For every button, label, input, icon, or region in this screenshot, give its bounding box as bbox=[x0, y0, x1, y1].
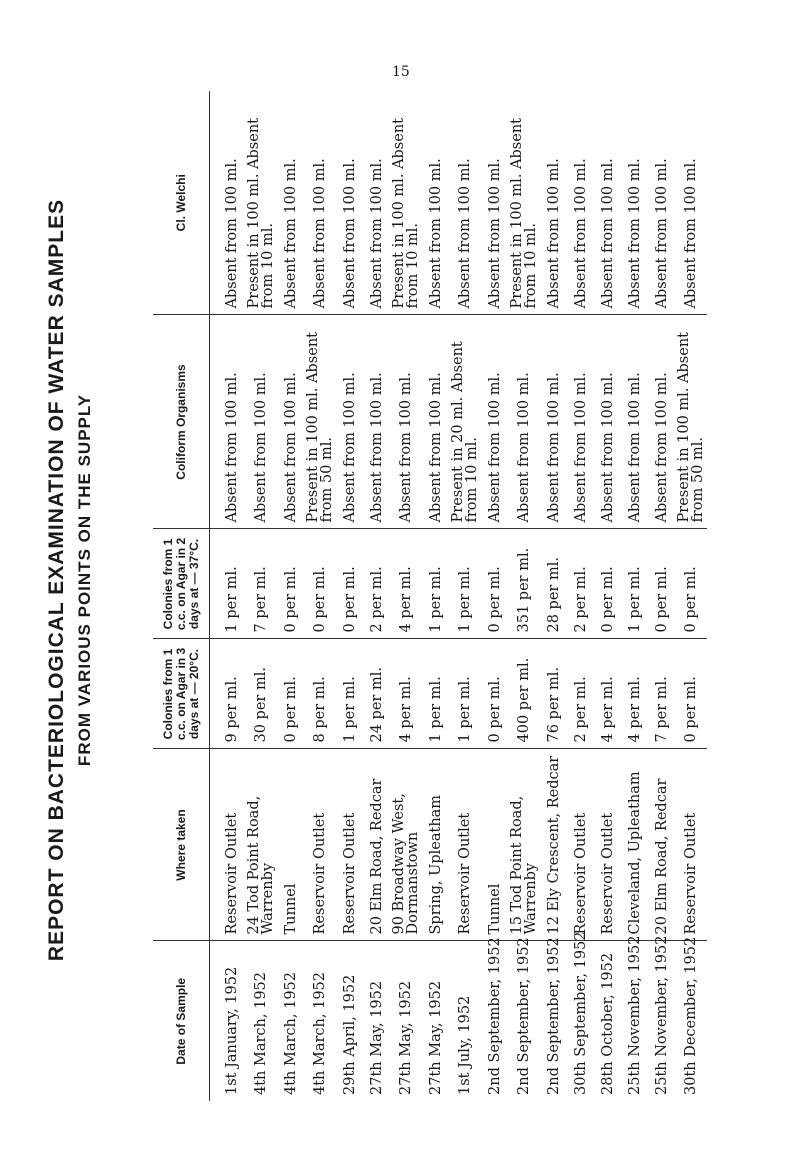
table-row bbox=[390, 91, 422, 1101]
cell-colonies-37c: 0 per ml. bbox=[594, 529, 621, 639]
cell-coliform: Absent from 100 ml. bbox=[277, 315, 304, 529]
cell-coliform: Absent from 100 ml. bbox=[567, 315, 594, 529]
cell-colonies-20c: 4 per ml. bbox=[594, 639, 621, 749]
cell-coliform: Absent from 100 ml. bbox=[481, 315, 508, 529]
cell-colonies-37c: 351 per ml. bbox=[508, 529, 540, 639]
cell-where: Spring, Upleatham bbox=[422, 749, 449, 941]
cell-welchi: Absent from 100 ml. bbox=[218, 91, 245, 315]
cell-colonies-20c: 0 per ml. bbox=[481, 639, 508, 749]
table-row bbox=[422, 91, 449, 1101]
cell-colonies-20c: 30 per ml. bbox=[245, 639, 277, 749]
cell-colonies-20c: 9 per ml. bbox=[218, 639, 245, 749]
cell-where: Tunnel bbox=[481, 749, 508, 941]
cell-colonies-37c: 0 per ml. bbox=[336, 529, 363, 639]
cell-colonies-37c: 0 per ml. bbox=[675, 529, 707, 639]
cell-where: Reservoir Outlet bbox=[675, 749, 707, 941]
cell-date: 4th March, 1952 bbox=[312, 971, 328, 1095]
cell-where: Reservoir Outlet bbox=[218, 749, 245, 941]
cell-colonies-20c: 4 per ml. bbox=[621, 639, 648, 749]
cell-welchi: Absent from 100 ml. bbox=[336, 91, 363, 315]
cell-where: Cleveland, Upleatham bbox=[621, 749, 648, 941]
cell-colonies-37c: 0 per ml. bbox=[304, 529, 336, 639]
cell-colonies-20c: 0 per ml. bbox=[675, 639, 707, 749]
cell-colonies-20c: 400 per ml. bbox=[508, 639, 540, 749]
cell-welchi: Absent from 100 ml. bbox=[481, 91, 508, 315]
cell-colonies-37c: 1 per ml. bbox=[621, 529, 648, 639]
cell-coliform: Absent from 100 ml. bbox=[621, 315, 648, 529]
cell-colonies-20c: 7 per ml. bbox=[648, 639, 675, 749]
cell-colonies-20c: 1 per ml. bbox=[336, 639, 363, 749]
cell-date: 29th April, 1952 bbox=[341, 974, 358, 1095]
cell-date: 25th November, 1952 bbox=[626, 935, 643, 1095]
cell-colonies-20c: 1 per ml. bbox=[422, 639, 449, 749]
cell-where: Reservoir Outlet bbox=[567, 749, 594, 941]
cell-colonies-37c: 0 per ml. bbox=[648, 529, 675, 639]
cell-where: 90 Broadway West, Dormanstown bbox=[390, 749, 422, 941]
cell-where: 24 Tod Point Road, Warrenby bbox=[245, 749, 277, 941]
cell-welchi: Absent from 100 ml. bbox=[449, 91, 481, 315]
cell-date: 27th May, 1952 bbox=[368, 980, 385, 1095]
cell-colonies-20c: 8 per ml. bbox=[304, 639, 336, 749]
table-row bbox=[304, 91, 336, 1101]
table-row bbox=[449, 91, 481, 1101]
table-row bbox=[277, 91, 304, 1101]
cell-colonies-37c: 2 per ml. bbox=[363, 529, 390, 639]
cell-coliform: Absent from 100 ml. bbox=[594, 315, 621, 529]
cell-colonies-20c: 4 per ml. bbox=[390, 639, 422, 749]
results-table-container bbox=[153, 91, 743, 1101]
cell-date: 2nd September, 1952 bbox=[516, 937, 532, 1095]
table-row bbox=[508, 91, 540, 1101]
cell-coliform: Absent from 100 ml. bbox=[540, 315, 567, 529]
cell-colonies-20c: 1 per ml. bbox=[449, 639, 481, 749]
cell-date: 1st January, 1952 bbox=[223, 966, 240, 1095]
cell-welchi: Absent from 100 ml. bbox=[594, 91, 621, 315]
report-title bbox=[42, 80, 122, 1080]
table-row bbox=[245, 91, 277, 1101]
table-row bbox=[218, 91, 245, 1101]
cell-colonies-20c: 76 per ml. bbox=[540, 639, 567, 749]
cell-where: 12 Ely Crescent, Redcar bbox=[540, 749, 567, 941]
header-coliform: Coliform Organisms bbox=[153, 315, 210, 529]
cell-date: 25th November, 1952 bbox=[653, 935, 670, 1095]
cell-coliform: Absent from 100 ml. bbox=[218, 315, 245, 529]
cell-where: 20 Elm Road, Redcar bbox=[648, 749, 675, 941]
table-row bbox=[481, 91, 508, 1101]
cell-welchi: Absent from 100 ml. bbox=[648, 91, 675, 315]
cell-welchi: Absent from 100 ml. bbox=[363, 91, 390, 315]
cell-coliform: Absent from 100 ml. bbox=[508, 315, 540, 529]
table-body bbox=[210, 91, 708, 1101]
header-date: Date of Sample bbox=[153, 941, 210, 1101]
cell-colonies-37c: 2 per ml. bbox=[567, 529, 594, 639]
cell-colonies-37c: 1 per ml. bbox=[422, 529, 449, 639]
cell-welchi: Absent from 100 ml. bbox=[621, 91, 648, 315]
cell-colonies-37c: 28 per ml. bbox=[540, 529, 567, 639]
cell-welchi: Absent from 100 ml. bbox=[277, 91, 304, 315]
cell-where: Reservoir Outlet bbox=[449, 749, 481, 941]
title-line-2: FROM VARIOUS POINTS ON THE SUPPLY bbox=[75, 393, 94, 767]
cell-colonies-20c: 0 per ml. bbox=[277, 639, 304, 749]
cell-coliform: Present in 100 ml. Absent from 50 ml. bbox=[675, 315, 707, 529]
table-row bbox=[567, 91, 594, 1101]
cell-welchi: Present in 100 ml. Absent from 10 ml. bbox=[390, 91, 422, 315]
cell-where: Reservoir Outlet bbox=[336, 749, 363, 941]
cell-date: 28th October, 1952 bbox=[599, 952, 616, 1095]
header-row bbox=[153, 91, 210, 1101]
cell-date: 27th May, 1952 bbox=[427, 980, 444, 1095]
cell-welchi: Absent from 100 ml. bbox=[567, 91, 594, 315]
cell-where: Reservoir Outlet bbox=[304, 749, 336, 941]
cell-welchi: Absent from 100 ml. bbox=[304, 91, 336, 315]
cell-coliform: Present in 20 ml. Absent from 10 ml. bbox=[449, 315, 481, 529]
cell-where: Reservoir Outlet bbox=[594, 749, 621, 941]
cell-welchi: Present in 100 ml. Absent from 10 ml. bbox=[245, 91, 277, 315]
cell-colonies-37c: 7 per ml. bbox=[245, 529, 277, 639]
cell-welchi: Present in 100 ml. Absent from 10 ml. bbox=[508, 91, 540, 315]
cell-welchi: Absent from 100 ml. bbox=[540, 91, 567, 315]
table-row bbox=[540, 91, 567, 1101]
cell-colonies-20c: 2 per ml. bbox=[567, 639, 594, 749]
cell-where: Tunnel bbox=[277, 749, 304, 941]
header-colonies-20c: Colonies from 1 c.c. on Agar in 3 days at — 20°C. bbox=[153, 639, 210, 749]
cell-coliform: Absent from 100 ml. bbox=[245, 315, 277, 529]
cell-welchi: Absent from 100 ml. bbox=[675, 91, 707, 315]
cell-date: 1st July, 1952 bbox=[457, 995, 473, 1095]
table-row bbox=[336, 91, 363, 1101]
cell-coliform: Absent from 100 ml. bbox=[336, 315, 363, 529]
cell-colonies-20c: 24 per ml. bbox=[363, 639, 390, 749]
cell-date: 30th September, 1952 bbox=[572, 931, 589, 1095]
table-row bbox=[675, 91, 707, 1101]
results-table bbox=[153, 91, 707, 1101]
cell-where: 20 Elm Road, Redcar bbox=[363, 749, 390, 941]
cell-where: 15 Tod Point Road, Warrenby bbox=[508, 749, 540, 941]
cell-coliform: Absent from 100 ml. bbox=[390, 315, 422, 529]
table-row bbox=[363, 91, 390, 1101]
table-row bbox=[594, 91, 621, 1101]
page-number: 15 bbox=[392, 64, 410, 80]
header-welchi: Cl. Welchi bbox=[153, 91, 210, 315]
title-line-1: REPORT ON BACTERIOLOGICAL EXAMINATION OF WATER SAMPLES bbox=[45, 198, 68, 962]
cell-coliform: Absent from 100 ml. bbox=[422, 315, 449, 529]
cell-date: 27th May, 1952 bbox=[398, 980, 414, 1095]
cell-coliform: Absent from 100 ml. bbox=[648, 315, 675, 529]
table-row bbox=[648, 91, 675, 1101]
cell-coliform: Absent from 100 ml. bbox=[363, 315, 390, 529]
cell-colonies-37c: 1 per ml. bbox=[449, 529, 481, 639]
cell-date: 4th March, 1952 bbox=[253, 971, 269, 1095]
cell-colonies-37c: 1 per ml. bbox=[218, 529, 245, 639]
cell-coliform: Present in 100 ml. Absent from 50 ml. bbox=[304, 315, 336, 529]
header-where: Where taken bbox=[153, 749, 210, 941]
header-colonies-37c: Colonies from 1 c.c. on Agar in 2 days at — 37°C. bbox=[153, 529, 210, 639]
cell-date: 2nd September, 1952 bbox=[545, 937, 562, 1095]
cell-welchi: Absent from 100 ml. bbox=[422, 91, 449, 315]
cell-date: 4th March, 1952 bbox=[282, 971, 299, 1095]
cell-colonies-37c: 0 per ml. bbox=[481, 529, 508, 639]
cell-date: 2nd September, 1952 bbox=[486, 937, 503, 1095]
cell-date: 30th December, 1952 bbox=[683, 936, 699, 1095]
cell-colonies-37c: 0 per ml. bbox=[277, 529, 304, 639]
table-row bbox=[621, 91, 648, 1101]
cell-colonies-37c: 4 per ml. bbox=[390, 529, 422, 639]
